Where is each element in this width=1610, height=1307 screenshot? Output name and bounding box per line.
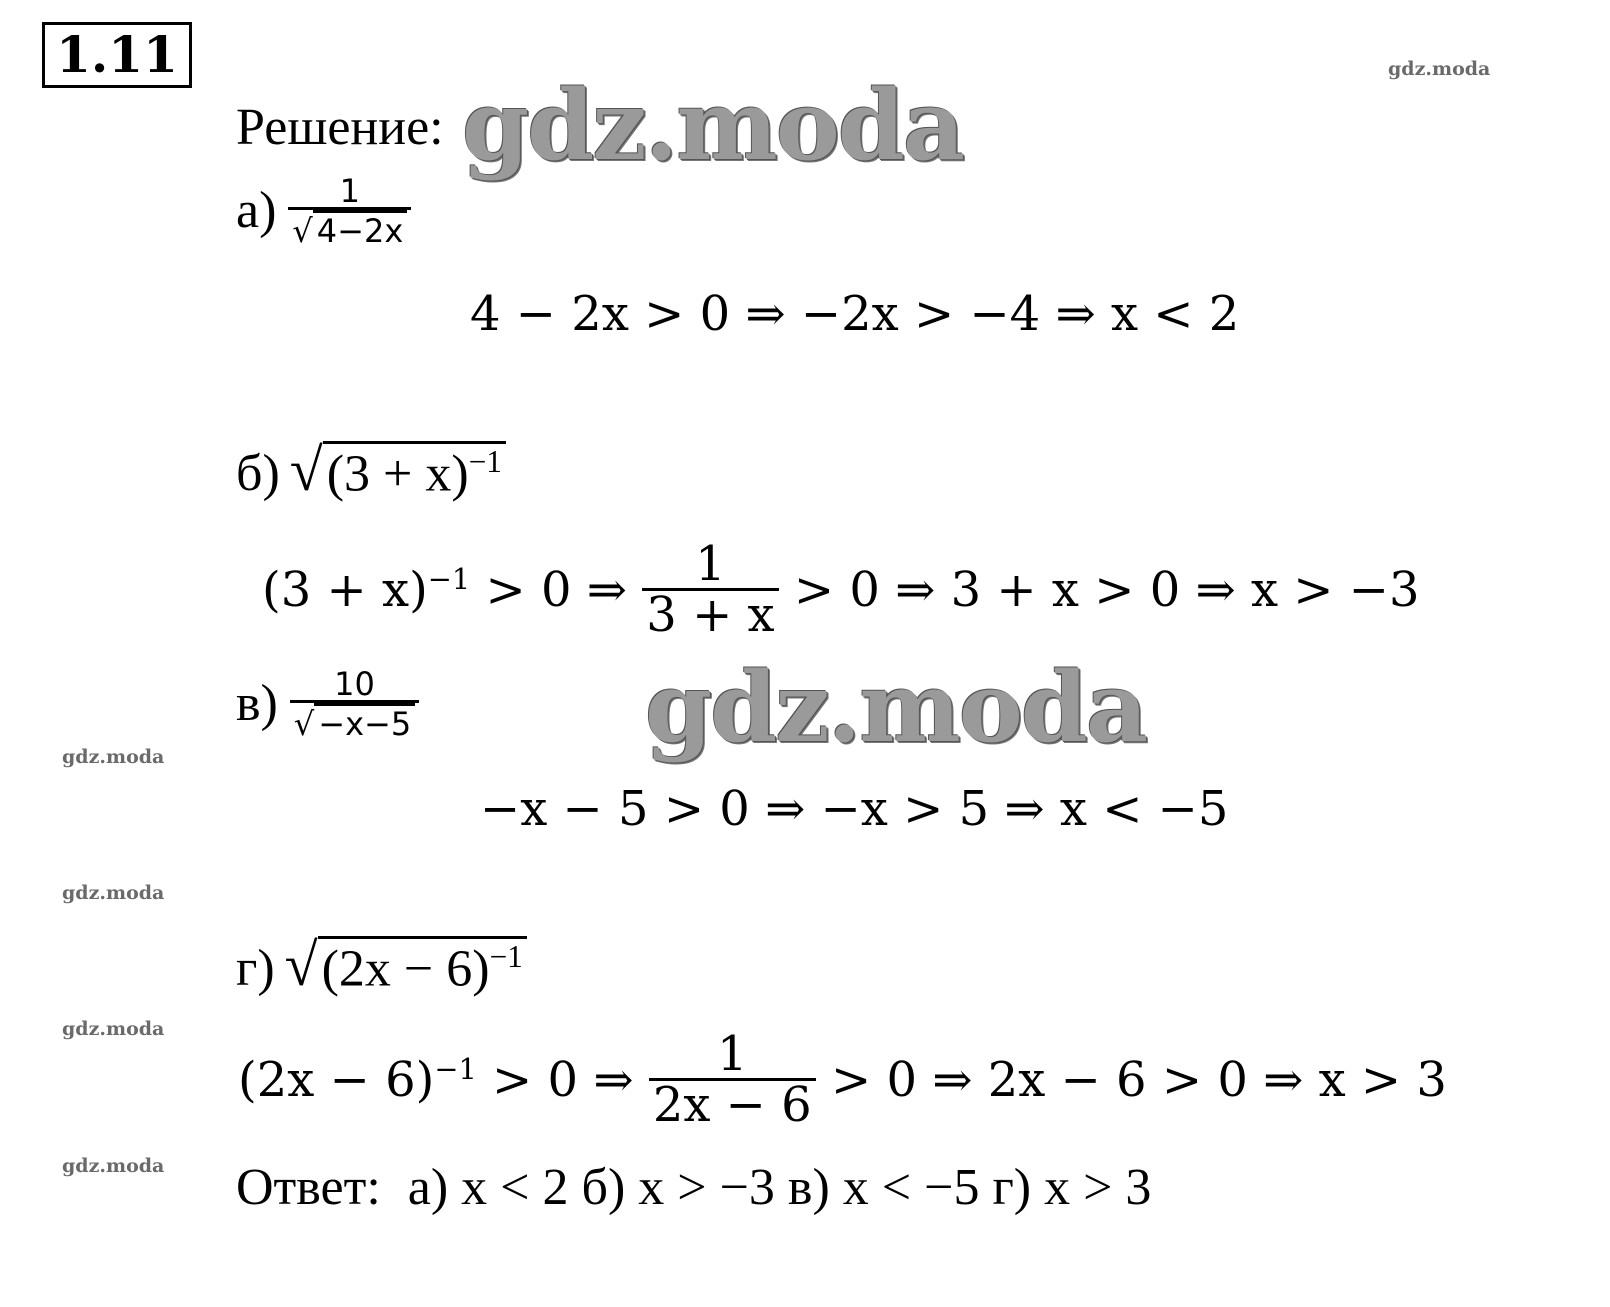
solution-label: Решение: <box>236 99 444 156</box>
radicand: −x−5 <box>314 703 415 740</box>
sqrt-sign-icon: √ <box>284 932 318 998</box>
work-fraction <box>642 536 778 643</box>
work-term: $(2x - 6)^{-1}$ <box>238 1052 477 1108</box>
fraction-numerator: 10 <box>334 665 375 703</box>
work-term: > 0 ⇒ <box>476 1051 649 1108</box>
part-b-expression <box>236 437 506 503</box>
watermark: gdz.moda <box>62 746 165 768</box>
part-c-expression <box>236 665 419 743</box>
part-d-work <box>238 1026 1447 1133</box>
part-c-work: −x − 5 > 0 ⇒ −x > 5 ⇒ x < −5 <box>480 781 1229 837</box>
part-d-label: г) <box>236 940 275 997</box>
radicand: $(2x - 6)^{-1}$ <box>318 936 527 995</box>
part-a-fraction <box>288 172 411 250</box>
fraction-denominator: 3 + x <box>646 587 775 643</box>
part-d-expression <box>236 932 527 998</box>
watermark: gdz.moda <box>62 882 165 904</box>
radicand: $(3 + x)^{-1}$ <box>323 441 506 500</box>
watermark-large: gdz.moda <box>462 69 964 182</box>
sqrt-sign-icon: √ <box>289 437 323 503</box>
part-a-expression <box>236 172 411 250</box>
sqrt-radical <box>284 932 527 998</box>
fraction-numerator: 1 <box>716 1026 748 1082</box>
sqrt-radical <box>288 210 411 250</box>
work-term: > 0 ⇒ 2x − 6 > 0 ⇒ x > 3 <box>815 1051 1447 1108</box>
part-a-work: 4 − 2x > 0 ⇒ −2x > −4 ⇒ x < 2 <box>470 286 1240 342</box>
answer-label: Ответ: <box>236 1159 381 1216</box>
answer-line <box>236 1159 1152 1216</box>
sqrt-sign-icon: √ <box>292 212 313 250</box>
radicand: 4−2x <box>313 210 407 247</box>
fraction-numerator: 1 <box>339 172 361 210</box>
watermark: gdz.moda <box>62 1155 165 1177</box>
sqrt-radical <box>289 437 506 503</box>
watermark: gdz.moda <box>62 1018 165 1040</box>
work-term: $(3 + x)^{-1}$ <box>262 562 471 618</box>
part-a-label: а) <box>236 182 277 239</box>
work-fraction <box>649 1026 816 1133</box>
part-c-fraction <box>290 665 419 743</box>
problem-number: 1.11 <box>42 22 192 88</box>
work-term: > 0 ⇒ <box>470 561 643 618</box>
part-b-label: б) <box>236 445 280 502</box>
part-b-work <box>262 536 1420 643</box>
sqrt-sign-icon: √ <box>293 705 315 743</box>
work-term: > 0 ⇒ 3 + x > 0 ⇒ x > −3 <box>778 561 1420 618</box>
fraction-numerator: 1 <box>695 536 726 592</box>
part-c-label: в) <box>236 675 278 732</box>
answer-text: а) x < 2 б) x > −3 в) x < −5 г) x > 3 <box>407 1159 1152 1216</box>
watermark: gdz.moda <box>1388 58 1491 80</box>
watermark-large: gdz.moda <box>645 651 1147 764</box>
sqrt-radical <box>290 703 419 743</box>
fraction-denominator: 2x − 6 <box>652 1077 812 1133</box>
